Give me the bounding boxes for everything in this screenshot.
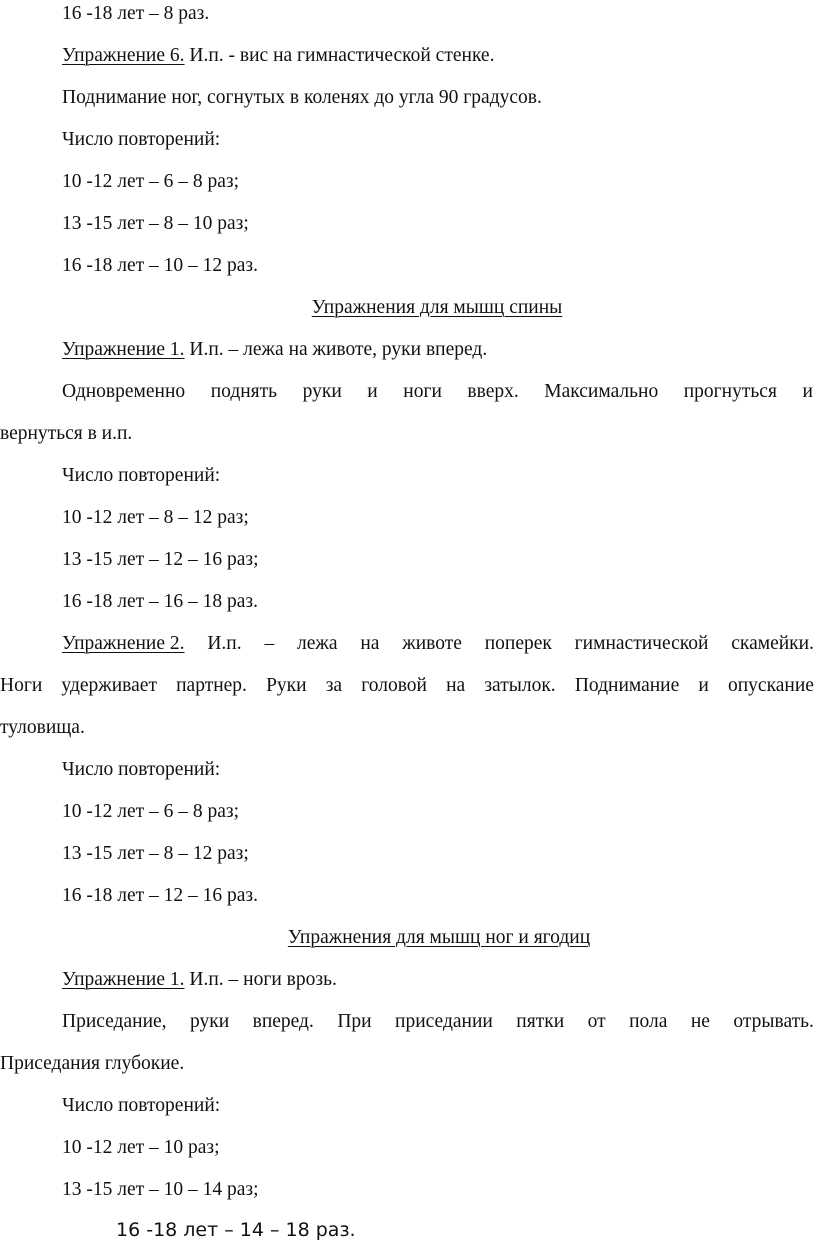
repetitions-16-18: 16 -18 лет – 8 раз. bbox=[62, 3, 210, 24]
word: головой bbox=[361, 675, 427, 696]
word: гимнастической bbox=[574, 633, 709, 654]
repetitions-16-18: 16 -18 лет – 16 – 18 раз. bbox=[62, 591, 259, 612]
word: не bbox=[690, 1011, 710, 1032]
word: партнер. bbox=[176, 675, 247, 696]
back-exercise-2-line-2 bbox=[0, 674, 814, 698]
word: животе bbox=[402, 633, 462, 654]
repetitions-13-15: 13 -15 лет – 12 – 16 раз; bbox=[62, 549, 259, 570]
word: пола bbox=[629, 1011, 668, 1032]
legs-exercise-1-line bbox=[62, 968, 337, 992]
word: опускание bbox=[727, 675, 814, 696]
repetitions-13-15: 13 -15 лет – 8 – 10 раз; bbox=[62, 213, 249, 234]
word: и bbox=[698, 675, 709, 696]
back-exercise-1-paragraph-end: вернуться в и.п. bbox=[0, 423, 133, 444]
repetitions-16-18: 16 -18 лет – 10 – 12 раз. bbox=[62, 255, 259, 276]
back-exercise-2-line bbox=[62, 632, 814, 656]
word: прогнуться bbox=[683, 381, 777, 402]
repetitions-label: Число повторений: bbox=[62, 129, 221, 150]
word: Приседание, bbox=[62, 1011, 167, 1032]
word: Руки bbox=[266, 675, 307, 696]
back-exercise-1-text: И.п. – лежа на животе, руки вперед. bbox=[189, 339, 488, 360]
repetitions-label: Число повторений: bbox=[62, 465, 221, 486]
word: Максимально bbox=[544, 381, 659, 402]
word: Поднимание bbox=[574, 675, 680, 696]
word: и bbox=[367, 381, 378, 402]
word: Одновременно bbox=[62, 381, 186, 402]
legs-exercise-1-text: И.п. – ноги врозь. bbox=[189, 969, 337, 990]
section-heading-legs-text: Упражнения для мышц ног и ягодиц bbox=[287, 927, 591, 948]
repetitions-16-18: 16 -18 лет – 12 – 16 раз. bbox=[62, 885, 259, 906]
word: ноги bbox=[403, 381, 442, 402]
word: вверх. bbox=[467, 381, 519, 402]
word: руки bbox=[190, 1011, 230, 1032]
exercise-6-label: Упражнение 6. bbox=[62, 45, 185, 66]
word: поднять bbox=[210, 381, 278, 402]
exercise-6-text: И.п. - вис на гимнастической стенке. bbox=[189, 45, 495, 66]
word: за bbox=[325, 675, 343, 696]
exercise-6-line bbox=[62, 44, 494, 68]
repetitions-10-12: 10 -12 лет – 6 – 8 раз; bbox=[62, 171, 240, 192]
word: затылок. bbox=[484, 675, 556, 696]
word: Ноги bbox=[0, 675, 43, 696]
word: скамейки. bbox=[731, 633, 814, 654]
word: лежа bbox=[297, 633, 338, 654]
repetitions-13-15: 13 -15 лет – 10 – 14 раз; bbox=[62, 1179, 259, 1200]
repetitions-label: Число повторений: bbox=[62, 759, 221, 780]
back-exercise-2-label: Упражнение 2. bbox=[62, 633, 185, 654]
back-exercise-1-line bbox=[62, 338, 487, 362]
section-heading-back bbox=[58, 296, 816, 320]
word: пятки bbox=[516, 1011, 565, 1032]
word: И.п. bbox=[207, 633, 242, 654]
section-heading-legs bbox=[62, 926, 816, 950]
word: на bbox=[446, 675, 466, 696]
repetitions-16-18: 16 -18 лет – 14 – 18 раз. bbox=[116, 1219, 356, 1241]
back-exercise-1-paragraph-line bbox=[62, 380, 813, 404]
word: поперек bbox=[484, 633, 552, 654]
legs-exercise-1-paragraph-line bbox=[62, 1010, 814, 1034]
repetitions-label: Число повторений: bbox=[62, 1095, 221, 1116]
word: и bbox=[802, 381, 813, 402]
word: от bbox=[587, 1011, 606, 1032]
legs-exercise-1-label: Упражнение 1. bbox=[62, 969, 185, 990]
word: При bbox=[337, 1011, 372, 1032]
back-exercise-1-label: Упражнение 1. bbox=[62, 339, 185, 360]
repetitions-10-12: 10 -12 лет – 6 – 8 раз; bbox=[62, 801, 240, 822]
exercise-6-description: Поднимание ног, согнутых в коленях до угла 90 градусов. bbox=[62, 87, 542, 108]
word: руки bbox=[302, 381, 342, 402]
word: на bbox=[360, 633, 380, 654]
word: удерживает bbox=[61, 675, 157, 696]
word: вперед. bbox=[252, 1011, 314, 1032]
back-exercise-2-end: туловища. bbox=[0, 717, 85, 738]
repetitions-10-12: 10 -12 лет – 8 – 12 раз; bbox=[62, 507, 249, 528]
repetitions-10-12: 10 -12 лет – 10 раз; bbox=[62, 1137, 220, 1158]
word: отрывать. bbox=[733, 1011, 814, 1032]
section-heading-back-text: Упражнения для мышц спины bbox=[311, 297, 563, 318]
word: приседании bbox=[395, 1011, 493, 1032]
repetitions-13-15: 13 -15 лет – 8 – 12 раз; bbox=[62, 843, 249, 864]
word: – bbox=[264, 633, 275, 654]
legs-exercise-1-paragraph-end: Приседания глубокие. bbox=[0, 1053, 185, 1074]
